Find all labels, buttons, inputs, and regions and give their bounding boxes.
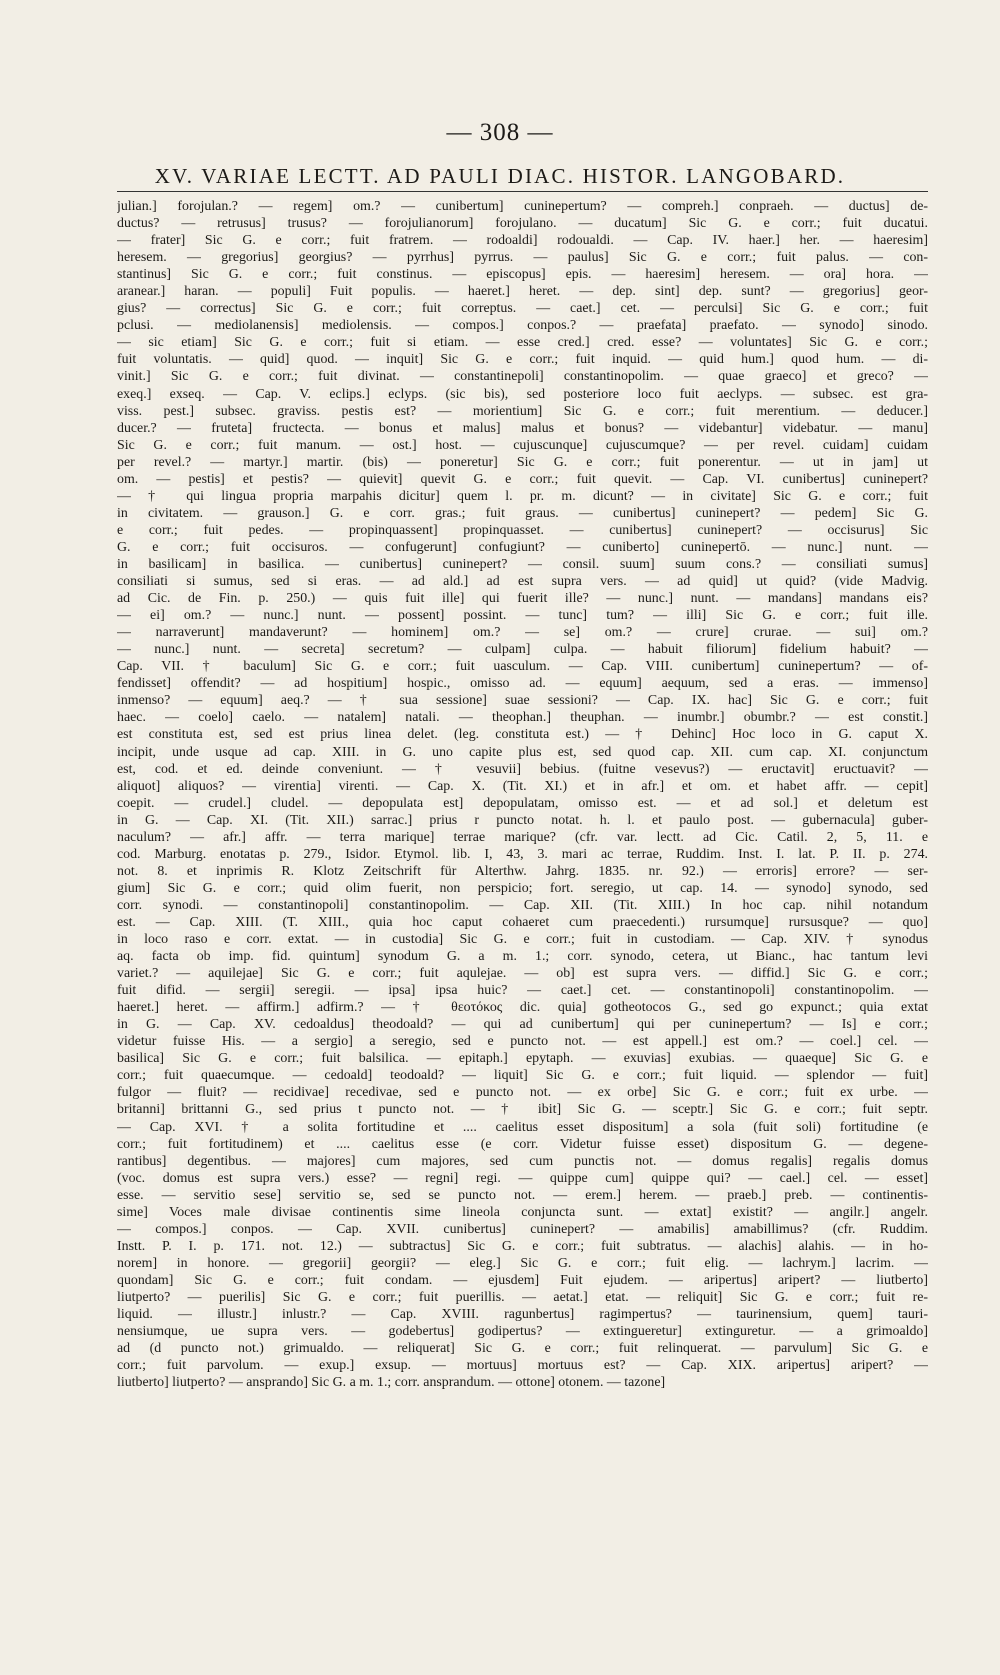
text-line: aranear.] haran. — populi] Fuit populis. — haeret.] heret. — dep. sint] dep. sunt? — gregorius] geor- — [117, 284, 928, 300]
text-line: videtur fuisse His. — a sergio] a seregio, sed e puncto not. — est appell.] est om.? — coel.] cel. — — [117, 1034, 928, 1050]
text-line: corr.; fuit parvolum. — exup.] exsup. — mortuus] mortuus est? — Cap. XIX. aripertus] aripert? — — [117, 1358, 928, 1374]
text-line: rantibus] degentibus. — majores] cum majores, sed cum punctis not. — domus regalis] regalis domus — [117, 1153, 928, 1169]
text-line: — nunc.] nunt. — secreta] secretum? — culpam] culpa. — habuit filiorum] fidelium habuit? — — [117, 642, 928, 658]
text-line: naculum? — afr.] affr. — terra marique] terrae marique? (cfr. var. lectt. ad Cic. Catil. 2, 5, 11. e — [117, 829, 928, 845]
text-line: quondam] Sic G. e corr.; fuit condam. — ejusdem] Fuit ejudem. — aripertus] aripert? — liutberto] — [117, 1272, 928, 1288]
text-line: fulgor — fluit? — recidivae] recedivae, sed e puncto not. — ex orbe] Sic G. e corr.; fuit ex urbe. — — [117, 1085, 928, 1101]
text-line: liutberto] liutperto? — ansprando] Sic G. a m. 1.; corr. ansprandum. — ottone] otonem. — tazone] — [117, 1375, 666, 1391]
text-line: in basilicam] in basilica. — cunibertus] cuninepert? — consil. suum] suum cons.? — consiliati sumus] — [117, 556, 928, 572]
text-line: incipit, unde usque ad cap. XIII. in G. uno capite plus est, sed quod cap. XII. cum cap. XI. conjunctum — [117, 744, 928, 760]
text-line: not. 8. et inprimis R. Klotz Zeitschrift für Alterthw. Jahrg. 1835. nr. 92.) — erroris] errore? — ser- — [117, 863, 928, 879]
text-line: ad (d puncto not.) grimualdo. — reliquerat] Sic G. e corr.; fuit relinquerat. — parvulum] Sic G. e — [117, 1341, 928, 1357]
text-line: e corr.; fuit pedes. — propinquassent] propinquasset. — cunibertus] cuninepert? — occisurus] Sic — [117, 522, 928, 538]
text-line: — compos.] conpos. — Cap. XVII. cunibertus] cuninepert? — amabilis] amabillimus? (cfr. Ruddim. — [117, 1221, 928, 1237]
text-line: aliquot] aliquos? — virentia] virenti. — Cap. X. (Tit. XI.) et in afr.] et om. et habet affr. — cepit] — [117, 778, 928, 794]
text-line: basilica] Sic G. e corr.; fuit balsilica. — epitaph.] epytaph. — exuvias] exubias. — quaeque] Sic G. e — [117, 1051, 928, 1067]
text-line: viss. pest.] subsec. graviss. pestis est? — morientium] Sic G. e corr.; fuit merentium. — deducer.] — [117, 403, 928, 419]
text-line: gius? — correctus] Sic G. e corr.; fuit correptus. — caet.] cet. — perculsi] Sic G. e corr.; fuit — [117, 301, 928, 317]
text-line: corr.; fuit quaecumque. — cedoald] teodoald? — liquit] Sic G. e corr.; fuit liquid. — splendor — fuit] — [117, 1068, 928, 1084]
text-line: norem] in honore. — gregorii] georgii? — eleg.] Sic G. e corr.; fuit elig. — lachrym.] lacrim. — — [117, 1255, 928, 1271]
text-line: exeq.] exseq. — Cap. V. eclips.] eclyps. (sic bis), sed posteriore loco fuit aeclyps. — subsec. est gra- — [117, 386, 928, 402]
text-line: ducer.? — fruteta] fructecta. — bonus et malus] malus et bonus? — videbantur] videbatur. — manu] — [117, 420, 928, 436]
text-line: Cap. VII. † baculum] Sic G. e corr.; fuit uasculum. — Cap. VIII. cunibertum] cuninepertum? — of- — [117, 659, 928, 675]
text-line: fuit voluntatis. — quid] quod. — inquit] Sic G. e corr.; fuit inquid. — quid hum.] quod hum. — di- — [117, 352, 928, 368]
text-line: sime] Voces male divisae continentis sime lineola conjuncta sunt. — extat] existit? — angilr.] angelr. — [117, 1204, 928, 1220]
text-line: in loco raso e corr. extat. — in custodia] Sic G. e corr.; fuit in custodiam. — Cap. XIV. † synodus — [117, 932, 928, 948]
text-line: (voc. domus est supra vers.) esse? — regni] regi. — quippe cum] quippe qui? — cael.] cel. — esset] — [117, 1170, 928, 1186]
text-line: in G. — Cap. XI. (Tit. XII.) sarrac.] prius r puncto notat. h. l. et paulo post. — gubernacula] guber- — [117, 812, 928, 828]
text-line: est. — Cap. XIII. (T. XIII., quia hoc caput cohaeret cum praecedenti.) rursumque] rursusque? — quo] — [117, 914, 928, 930]
text-line: liutperto? — puerilis] Sic G. e corr.; fuit puerillis. — aetat.] etat. — reliquit] Sic G. e corr.; fuit re- — [117, 1290, 928, 1305]
text-line: stantinus] Sic G. e corr.; fuit constinus. — episcopus] epis. — haeresim] heresem. — ora] hora. — — [117, 267, 928, 283]
text-line: — ei] om.? — nunc.] nunt. — possent] possint. — tunc] tum? — illi] Sic G. e corr.; fuit ille. — [117, 608, 928, 624]
text-line: in civitatem. — grauson.] G. e corr. gras.; fuit graus. — cunibertus] cuninepert? — pedem] Sic G. — [117, 505, 928, 521]
text-line: haeret.] heret. — affirm.] adfirm.? — † θεοτόκος dic. quia] gotheotocos G., sed go expunct.; quia extat — [117, 1000, 928, 1016]
text-line: — sic etiam] Sic G. e corr.; fuit si etiam. — esse cred.] cred. esse? — voluntates] Sic G. e corr.; — [117, 335, 928, 351]
text-line: britanni] brittanni G., sed prius t puncto not. — † ibit] Sic G. — sceptr.] Sic G. e corr.; fuit septr. — [117, 1102, 928, 1118]
text-line: pclusi. — mediolanensis] mediolensis. — compos.] conpos.? — praefata] praefato. — synodo] sinodo. — [117, 318, 928, 334]
text-line: variet.? — aquilejae] Sic G. e corr.; fuit aqulejae. — ob] est supra vers. — diffid.] Sic G. e corr.; — [117, 966, 928, 982]
text-line: heresem. — gregorius] georgius? — pyrrhus] pyrrus. — paulus] Sic G. e corr.; fuit palus. — con- — [117, 250, 928, 266]
text-line: esse. — servitio sese] servitio se, sed se puncto not. — erem.] herem. — praeb.] preb. — continentis- — [117, 1187, 928, 1203]
text-line: gium] Sic G. e corr.; quid olim fuerit, non perspicio; fort. seregio, ut cap. 14. — synodo] synodo, sed — [117, 880, 928, 896]
text-line: fendisset] offendit? — ad hospitium] hospic., omisso ad. — equum] aequum, sed a eras. — immenso] — [117, 676, 928, 692]
text-line: — narraverunt] mandaverunt? — hominem] om.? — se] om.? — crure] crurae. — sui] om.? — [117, 625, 928, 641]
text-line: Instt. P. I. p. 171. not. 12.) — subtractus] Sic G. e corr.; fuit subtratus. — alachis] alahis. — in ho- — [117, 1238, 928, 1254]
text-line: om. — pestis] et pestis? — quievit] quevit G. e corr.; fuit quevit. — Cap. VI. cunibertus] cuninepert? — [117, 471, 928, 487]
text-line: coepit. — crudel.] cludel. — depopulata est] depopulatam, omisso est. — et ad sol.] et deletum est — [117, 795, 928, 811]
text-line: est constituta est, sed est prius linea delet. (leg. constituta est.) — † Dehinc] Hoc loco in G. caput X. — [117, 727, 928, 743]
variant-readings-text — [117, 198, 928, 1391]
text-line: in G. — Cap. XV. cedoaldus] theodoald? — qui ad cunibertum] qui per cuninepertum? — Is] e corr.; — [117, 1017, 928, 1033]
text-line: inmenso? — equum] aeq.? — † sua sessione] suae sessioni? — Cap. IX. hac] Sic G. e corr.; fuit — [117, 693, 928, 709]
text-line: Sic G. e corr.; fuit manum. — ost.] host. — cujuscunque] cujuscumque? — per revel. cuidam] cuidam — [117, 437, 928, 453]
text-line: haec. — coelo] caelo. — natalem] natali. — theophan.] theuphan. — inumbr.] obumbr.? — est constit.] — [117, 710, 928, 726]
text-line: corr.; fuit fortitudinem) et .... caelitus esse (e corr. Videtur fuisse esset) dispositum G. — degene- — [117, 1136, 928, 1152]
text-line: — † qui lingua propria marpahis dicitur] quem l. pr. m. dicunt? — in civitate] Sic G. e corr.; fuit — [117, 488, 928, 504]
text-line: aq. facta ob imp. fid. quintum] synodum G. a m. 1.; corr. synodo, cetera, ut Bianc., hac tantum levi — [117, 949, 928, 965]
page-number: — 308 — — [446, 119, 554, 146]
text-line: vinit.] Sic G. e corr.; fuit divinat. — constantinepoli] constantinopolim. — quae graeco] et greco? — — [117, 369, 928, 385]
text-line: consiliati si sumus, sed si eras. — ad ald.] ad est supra vers. — ad quid] ut quid? (vide Madvig. — [117, 574, 928, 590]
text-line: nensiumque, ue supra vers. — godebertus] godipertus? — extingueretur] extinguretur. — a grimoaldo] — [117, 1324, 928, 1340]
text-line: ad Cic. de Fin. p. 250.) — quis fuit ille] qui fuerit ille? — nunc.] nunt. — mandans] mandans eis? — [117, 591, 928, 607]
header-rule — [117, 191, 928, 192]
text-line: — frater] Sic G. e corr.; fuit fratrem. — rodoaldi] rodoualdi. — Cap. IV. haer.] her. — haeresim] — [117, 233, 928, 249]
text-line: liquid. — illustr.] inlustr.? — Cap. XVIII. ragunbertus] ragimpertus? — taurinensium, quem] tauri- — [117, 1307, 928, 1323]
text-line: G. e corr.; fuit occisuros. — confugerunt] confugiunt? — cuniberto] cuninepertō. — nunc.] nunt. — — [117, 539, 928, 555]
text-line: per revel.? — martyr.] martir. (bis) — poneretur] Sic G. e corr.; fuit ponerentur. — ut in jam] ut — [117, 454, 928, 470]
running-head: XV. VARIAE LECTT. AD PAULI DIAC. HISTOR. LANGOBARD. — [154, 164, 846, 188]
text-line: cod. Marburg. enotatas p. 279., Isidor. Etymol. lib. I, 43, 3. mari ac terrae, Ruddim. Inst. I. lat. P. II. p. 274. — [117, 846, 928, 862]
text-line: fuit difid. — sergii] seregii. — ipsa] ipsa huic? — caet.] cet. — constantinopoli] constantinopolim. — — [117, 983, 928, 999]
text-line: — Cap. XVI. † a solita fortitudine et .... caelitus esset dispositum] a sola (fuit soli) fortitudine (e — [117, 1119, 928, 1135]
text-line: ductus? — retrusus] trusus? — forojulianorum] forojulano. — ducatum] Sic G. e corr.; fuit ducatui. — [117, 216, 928, 232]
text-line: est, cod. et ed. deinde conveniunt. — † vesuvii] bebius. (fuitne vesevus?) — eructavit] eructuavit? — — [117, 761, 928, 777]
text-line: julian.] forojulan.? — regem] om.? — cunibertum] cuninepertum? — compreh.] conpraeh. — ductus] de- — [117, 199, 928, 214]
text-line: corr. synodi. — constantinopoli] constantinopolim. — Cap. XII. (Tit. XIII.) In hoc cap. nihil notandum — [117, 897, 928, 913]
